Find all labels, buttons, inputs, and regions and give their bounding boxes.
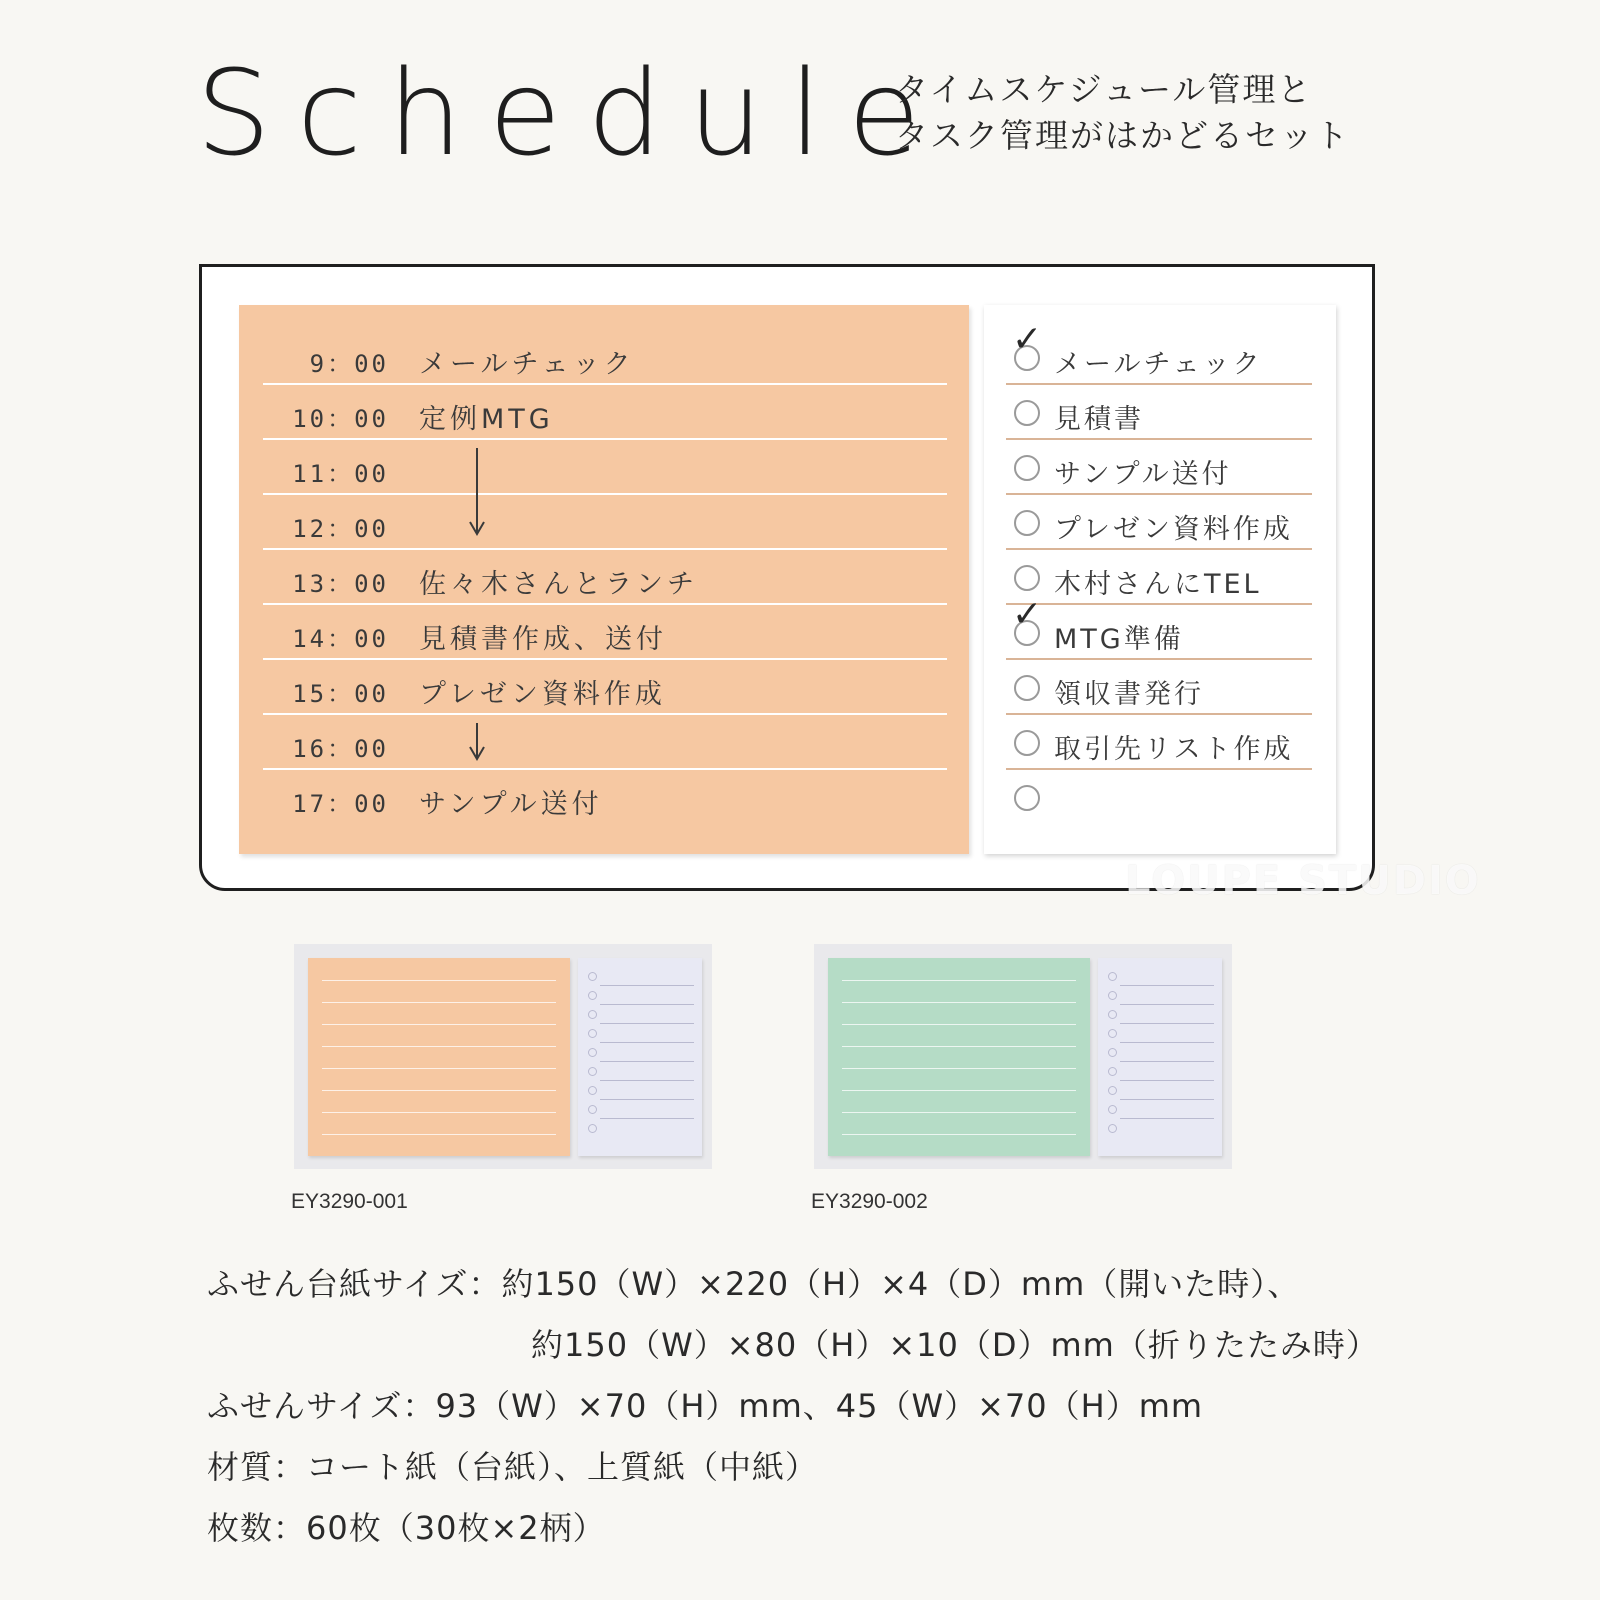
circle-icon [1108,1010,1117,1019]
schedule-time: 9：00 [309,350,389,378]
circle-icon [588,1105,597,1114]
schedule-row [239,715,969,770]
schedule-row [239,385,969,440]
ruled-line [600,1118,694,1119]
ruled-line [600,1004,694,1005]
checkmark-icon: ✓ [1012,594,1043,635]
schedule-row [239,605,969,660]
product-image-001 [294,944,712,1169]
product-image-002 [814,944,1232,1169]
circle-icon [588,972,597,981]
ruled-line [600,1061,694,1062]
circle-icon [1108,1124,1117,1133]
todo-row [984,319,1336,385]
schedule-text: サンプル送付 [419,789,603,820]
ruled-line [1120,1099,1214,1100]
ruled-line [842,980,1076,981]
todo-pad [984,305,1336,854]
model-number: EY3290-002 [811,1190,928,1213]
circle-icon [1108,1086,1117,1095]
spec-note-size: ふせんサイズ：93（W）×70（H）mm、45（W）×70（H）mm [207,1387,1204,1425]
spec-mount-size-folded: 約150（W）×80（H）×10（D）mm（折りたたみ時） [531,1326,1379,1364]
schedule-text: 佐々木さんとランチ [419,569,698,600]
schedule-row [239,495,969,550]
todo-text: 木村さんにTEL [1054,569,1262,600]
schedule-time: 12：00 [292,515,389,543]
spec-mount-size: ふせん台紙サイズ：約150（W）×220（H）×4（D）mm（開いた時）、 [207,1265,1301,1303]
todo-text: プレゼン資料作成 [1054,514,1293,545]
todo-text: 見積書 [1054,404,1144,435]
todo-row [984,660,1336,715]
ruled-line [1120,1004,1214,1005]
todo-text: 領収書発行 [1054,679,1204,710]
circle-icon [588,1124,597,1133]
circle-icon [1108,991,1117,1000]
circle-icon [1108,1029,1117,1038]
schedule-row [239,660,969,715]
todo-row [984,715,1336,770]
spec-count: 枚数：60枚（30枚×2柄） [207,1509,606,1547]
schedule-row [239,440,969,495]
ruled-line [842,1068,1076,1069]
ruled-line [322,1134,556,1135]
todo-pad-thumbnail [1098,958,1222,1156]
schedule-text: 見積書作成、送付 [419,624,667,655]
todo-row [984,385,1336,440]
checkbox-circle-icon [1014,510,1040,536]
checkbox-circle-icon [1014,455,1040,481]
todo-pad-thumbnail [578,958,702,1156]
ruled-line [1120,1042,1214,1043]
ruled-line [600,1080,694,1081]
checkbox-circle-icon [1014,675,1040,701]
circle-icon [588,991,597,1000]
ruled-line [322,1112,556,1113]
circle-icon [1108,1048,1117,1057]
ruled-line [1120,1118,1214,1119]
ruled-line [600,1099,694,1100]
todo-text: 取引先リスト作成 [1054,734,1294,765]
circle-icon [588,1067,597,1076]
ruled-line [842,1090,1076,1091]
checkbox-circle-icon [1014,730,1040,756]
checkmark-icon: ✓ [1012,319,1043,360]
checkbox-circle-icon [1014,400,1040,426]
ruled-line [1120,1061,1214,1062]
schedule-time: 14：00 [292,625,389,653]
watermark: LOUPE STUDIO [1125,858,1481,904]
todo-row [984,770,1336,825]
schedule-row [239,330,969,385]
circle-icon [588,1048,597,1057]
schedule-text: プレゼン資料作成 [419,679,666,710]
schedule-text: 定例MTG [419,404,554,435]
ruled-line [322,1068,556,1069]
schedule-row [239,770,969,825]
ruled-line [1120,985,1214,986]
ruled-line [322,1090,556,1091]
spec-material: 材質：コート紙（台紙）、上質紙（中紙） [207,1448,819,1486]
schedule-time: 17：00 [292,790,389,818]
todo-row [984,495,1336,550]
todo-text: MTG準備 [1054,624,1184,655]
ruled-line [842,1024,1076,1025]
circle-icon [588,1086,597,1095]
ruled-line [322,1024,556,1025]
schedule-time: 11：00 [292,460,389,488]
short-arrow-down-icon [469,723,485,763]
schedule-pad-thumbnail [828,958,1090,1156]
ruled-line [842,1112,1076,1113]
ruled-line [600,985,694,986]
ruled-line [842,1002,1076,1003]
ruled-line [842,1134,1076,1135]
circle-icon [1108,972,1117,981]
circle-icon [1108,1067,1117,1076]
schedule-time: 13：00 [292,570,389,598]
checkbox-circle-icon [1014,565,1040,591]
ruled-line [600,1023,694,1024]
ruled-line [322,1002,556,1003]
circle-icon [588,1010,597,1019]
page-title: Schedule [196,44,947,182]
schedule-time: 16：00 [292,735,389,763]
schedule-text: メールチェック [419,349,635,380]
circle-icon [588,1029,597,1038]
todo-row [984,594,1336,660]
ruled-line [322,980,556,981]
ruled-line [1120,1023,1214,1024]
circle-icon [1108,1105,1117,1114]
tagline-line2: タスク管理がはかどるセット [895,116,1350,155]
ruled-line [600,1042,694,1043]
long-arrow-down-icon [469,448,485,538]
ruled-line [842,1046,1076,1047]
model-number: EY3290-001 [291,1190,408,1213]
schedule-row [239,550,969,605]
todo-row [984,440,1336,495]
schedule-time: 10：00 [292,405,389,433]
checkbox-circle-icon [1014,785,1040,811]
todo-text: メールチェック [1054,349,1263,380]
schedule-pad-thumbnail [308,958,570,1156]
schedule-time: 15：00 [292,680,389,708]
schedule-pad [239,305,969,854]
todo-text: サンプル送付 [1054,459,1232,490]
tagline-line1: タイムスケジュール管理と [895,70,1313,109]
ruled-line [1120,1080,1214,1081]
ruled-line [322,1046,556,1047]
